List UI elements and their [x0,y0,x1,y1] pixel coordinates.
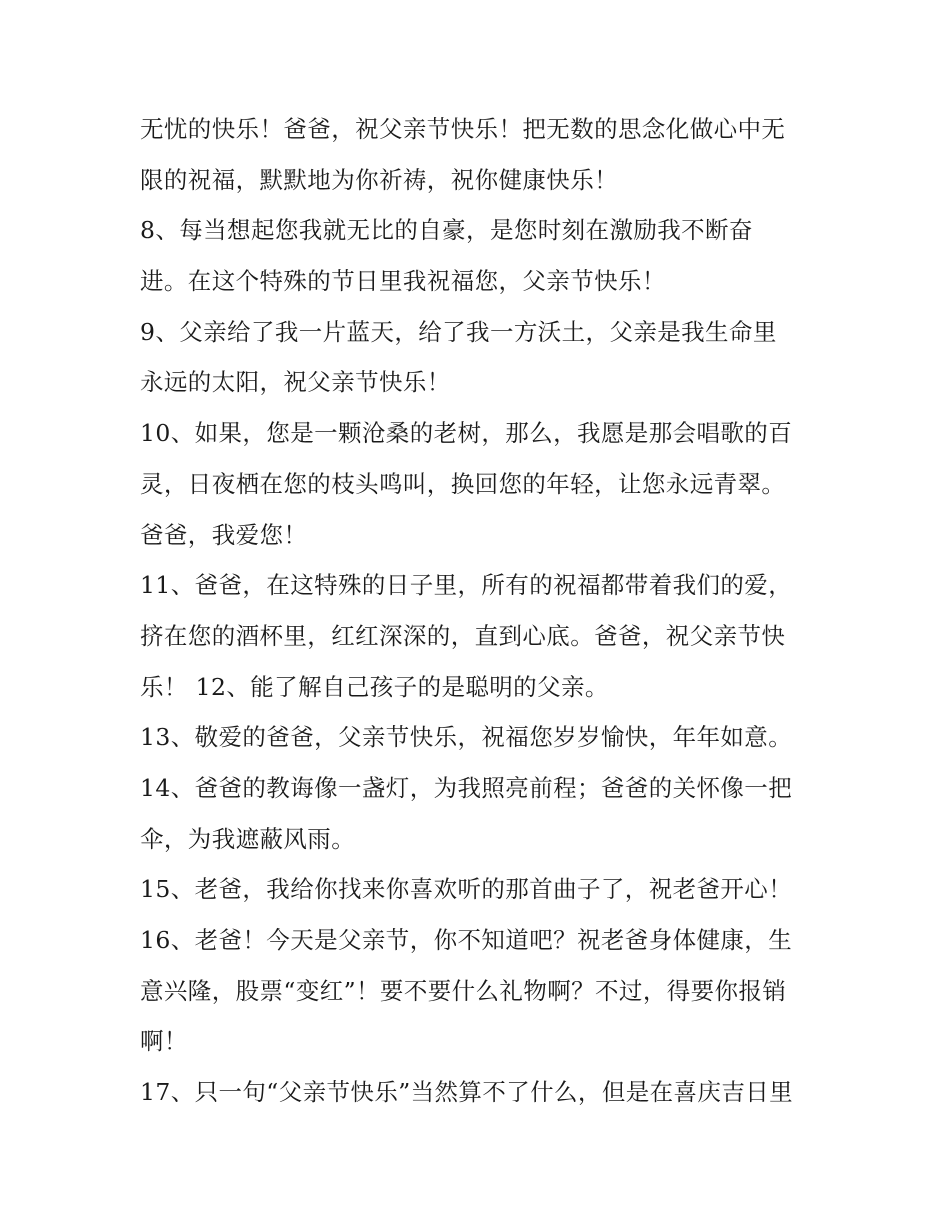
text-line: 10、如果，您是一颗沧桑的老树，那么，我愿是那会唱歌的百 [140,419,793,448]
body-text [140,104,840,1118]
text-line: 爸爸，我爱您！ [140,520,308,549]
text-line: 11、爸爸，在这特殊的日子里，所有的祝福都带着我们的爱， [140,571,793,600]
text-line: 无忧的快乐！爸爸，祝父亲节快乐！把无数的思念化做心中无 [140,115,786,143]
text-line: 9、父亲给了我一片蓝天，给了我一方沃土，父亲是我生命里 [140,317,777,346]
text-line: 永远的太阳，祝父亲节快乐！ [140,368,451,397]
text-line: 啊！ [140,1027,188,1056]
text-line: 13、敬爱的爸爸，父亲节快乐，祝福您岁岁愉快，年年如意。 [140,723,793,752]
text-line: 16、老爸！今天是父亲节，你不知道吧？祝老爸身体健康，生 [140,926,793,954]
text-line: 伞，为我遮蔽风雨。 [140,824,356,853]
text-line: 意兴隆，股票“变红”！要不要什么礼物啊？不过，得要你报销 [140,976,787,1005]
text-line: 灵，日夜栖在您的枝头鸣叫，换回您的年轻，让您永远青翠。 [140,469,786,498]
text-line: 15、老爸，我给你找来你喜欢听的那首曲子了，祝老爸开心！ [140,875,793,904]
text-line: 挤在您的酒杯里，红红深深的，直到心底。爸爸，祝父亲节快 [140,621,786,650]
text-line: 乐！ 12、能了解自己孩子的是聪明的父亲。 [140,672,609,701]
text-line: 8、每当想起您我就无比的自豪，是您时刻在激励我不断奋 [140,216,753,245]
text-line: 限的祝福，默默地为你祈祷，祝你健康快乐！ [140,165,618,194]
text-line: 17、只一句“父亲节快乐”当然算不了什么，但是在喜庆吉日里 [140,1078,794,1107]
text-line: 进。在这个特殊的节日里我祝福您，父亲节快乐！ [140,267,666,296]
text-line: 14、爸爸的教诲像一盏灯，为我照亮前程；爸爸的关怀像一把 [140,773,793,802]
